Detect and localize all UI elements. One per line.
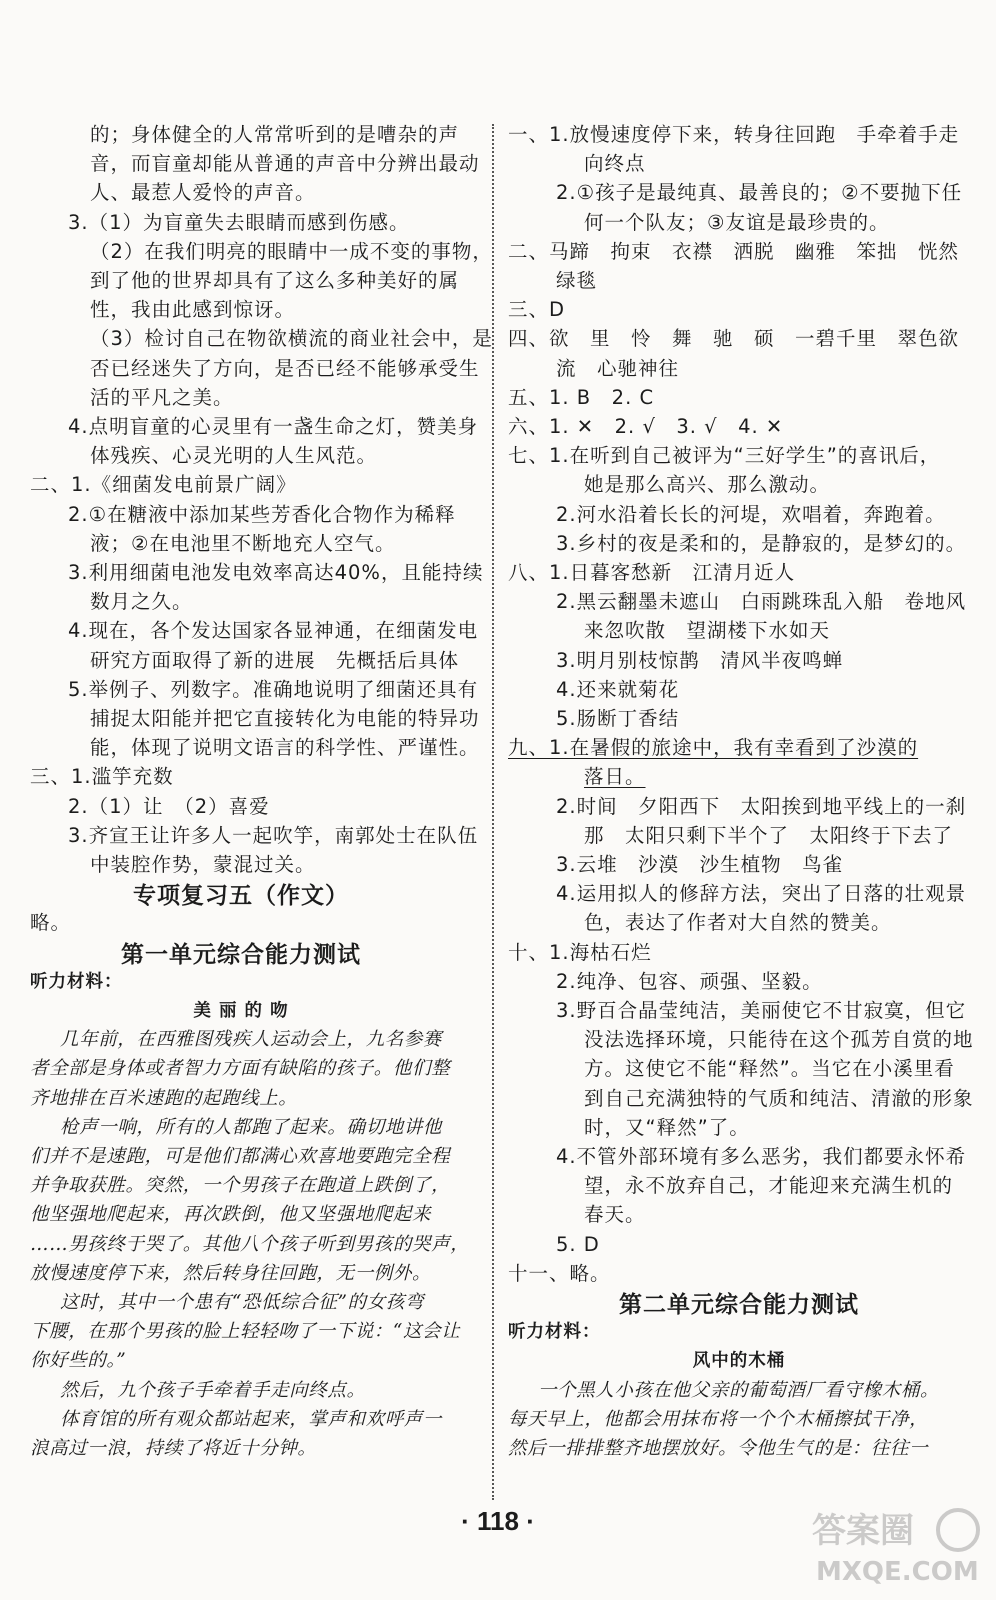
left-line: 研究方面取得了新的进展 先概括后具体: [90, 648, 460, 672]
right-line: 十一、略。: [508, 1261, 611, 1285]
left-line: 能，体现了说明文语言的科学性、严谨性。: [90, 736, 480, 760]
right-line: 2.河水沿着长长的河堤，欢唱着，奔跑着。: [556, 502, 946, 526]
left-line: ……男孩终于哭了。其他八个孩子听到男孩的哭声，: [30, 1233, 470, 1255]
left-line: 者全部是身体或者智力方面有缺陷的孩子。他们整: [30, 1058, 451, 1080]
right-line: 何一个队友；③友谊是最珍贵的。: [584, 210, 890, 234]
left-line: 并争取获胜。突然，一个男孩子在跑道上跌倒了，: [30, 1175, 451, 1197]
left-line: 他坚强地爬起来，再次跌倒，他又坚强地爬起来: [30, 1204, 432, 1226]
left-line: 你好些的。”: [30, 1350, 127, 1372]
left-line: 人、最惹人爱怜的声音。: [90, 181, 316, 205]
column-divider: [492, 124, 494, 1500]
right-line: 十、1.海枯石烂: [508, 940, 652, 964]
right-line: 三、D: [508, 298, 566, 322]
left-line: 美 丽 的 吻: [193, 1001, 289, 1021]
left-line: 枪声一响，所有的人都跑了起来。确切地讲他: [60, 1116, 443, 1138]
left-line: 3.利用细菌电池发电效率高达40%，且能持续: [68, 561, 484, 584]
right-line: 3.乡村的夜是柔和的，是静寂的，是梦幻的。: [556, 531, 967, 555]
left-line: 捕捉太阳能并把它直接转化为电能的特异功: [90, 707, 480, 730]
watermark-circle-icon: [938, 1510, 978, 1550]
right-line: 她是那么高兴、那么激动。: [584, 473, 831, 497]
right-line: 一、1.放慢速度停下来，转身往回跑 手牵着手走: [508, 123, 960, 146]
right-line: 2.黑云翻墨未遮山 白雨跳珠乱入船 卷地风: [556, 590, 967, 614]
left-line: 下腰，在那个男孩的脸上轻轻吻了一下说：“这会让: [30, 1321, 461, 1343]
right-line: 来忽吹散 望湖楼下水如天: [584, 619, 831, 643]
right-line: 向终点: [584, 152, 646, 176]
left-line: （2）在我们明亮的眼睛中一成不变的事物，: [90, 239, 493, 263]
right-line: 风中的木桶: [692, 1351, 786, 1372]
right-line: 2.时间 夕阳西下 太阳挨到地平线上的一刹: [556, 794, 967, 818]
left-line: 4.点明盲童的心灵里有一盏生命之灯，赞美身: [68, 415, 479, 438]
right-line: 4.不管外部环境有多么恶劣，我们都要永怀希: [556, 1145, 967, 1168]
left-line: 体残疾、心灵光明的人生风范。: [90, 444, 378, 468]
right-line: 一个黑人小孩在他父亲的葡萄酒厂看守橡木桶。: [538, 1379, 940, 1401]
watermark-logo: [808, 1490, 988, 1590]
right-line: 六、1. ✕ 2. √ 3. √ 4. ✕: [508, 415, 784, 438]
right-line: 七、1.在听到自己被评为“三好学生”的喜讯后，: [508, 444, 941, 468]
right-line: 5.肠断丁香结: [556, 707, 680, 730]
left-line: 性，我由此感到惊讶。: [90, 298, 296, 322]
right-line: 3.明月别枝惊鹊 清风半夜鸣蝉: [556, 648, 844, 672]
right-line: 五、1. B 2. C: [508, 385, 655, 409]
left-line: 二、1.《细菌发电前景广阔》: [30, 473, 297, 497]
right-line: 二、马蹄 拘束 衣襟 洒脱 幽雅 笨拙 恍然: [508, 239, 960, 263]
right-line: 4.还来就菊花: [556, 677, 680, 701]
right-line: 3.野百合晶莹纯洁，美丽使它不甘寂寞，但它: [556, 999, 967, 1022]
right-line: 第二单元综合能力测试: [619, 1292, 859, 1318]
left-line: 数月之久。: [90, 590, 193, 614]
left-line: 放慢速度停下来，然后转身往回跑，无一例外。: [30, 1262, 432, 1284]
right-line: 听力材料：: [508, 1322, 601, 1343]
left-line: 几年前，在西雅图残疾人运动会上，九名参赛: [60, 1029, 443, 1051]
right-line: 然后一排排整齐地摆放好。令他生气的是：往往一: [508, 1438, 929, 1459]
left-line: （3）检讨自己在物欲横流的商业社会中，是: [90, 327, 493, 351]
watermark-text-top: 答案圈: [812, 1511, 914, 1551]
page-number: · 118 ·: [461, 1506, 535, 1536]
left-line: 专项复习五（作文）: [133, 883, 349, 910]
watermark-text-bottom: MXQE.COM: [816, 1557, 979, 1587]
left-line: 齐地排在百米速跑的起跑线上。: [30, 1087, 298, 1109]
left-line: 3.齐宣王让许多人一起吹竽，南郭处士在队伍: [68, 823, 479, 847]
right-line: 八、1.日暮客愁新 江清月近人: [508, 561, 796, 584]
right-line: 九、1.在暑假的旅途中，我有幸看到了沙漠的: [508, 736, 919, 760]
left-line: 3.（1）为盲童失去眼睛而感到伤感。: [68, 210, 410, 234]
left-line: 液；②在电池里不断地充人空气。: [90, 531, 396, 555]
right-line: 2.①孩子是最纯真、最善良的；②不要抛下任: [556, 181, 963, 205]
left-line: 4.现在，各个发达国家各显神通，在细菌发电: [68, 619, 479, 643]
right-line: 3.云堆 沙漠 沙生植物 鸟雀: [556, 853, 844, 876]
left-line: 的；身体健全的人常常听到的是嘈杂的声: [90, 123, 460, 146]
left-line: 体育馆的所有观众都站起来，掌声和欢呼声一: [60, 1408, 443, 1430]
right-line: 到自己充满独特的气质和纯洁、清澈的形象: [584, 1086, 974, 1110]
right-line: 四、欲 里 怜 舞 驰 硕 一碧千里 翠色欲: [508, 327, 960, 351]
left-line: 们并不是速跑，可是他们都满心欢喜地要跑完全程: [30, 1146, 451, 1167]
left-line: 听力材料：: [30, 971, 123, 992]
right-line: 2.纯净、包容、顽强、坚毅。: [556, 969, 823, 993]
left-line: 活的平凡之美。: [90, 385, 234, 409]
left-line: 到了他的世界却具有了这么多种美好的属: [90, 269, 460, 292]
right-line: 没法选择环境，只能待在这个孤芳自赏的地: [584, 1028, 974, 1052]
right-line: 5. D: [556, 1232, 600, 1256]
right-line: 落日。: [584, 765, 646, 789]
right-line: 时，又“释然”了。: [584, 1115, 750, 1139]
right-line: 那 太阳只剩下半个了 太阳终于下去了: [584, 823, 954, 847]
left-line: 浪高过一浪，持续了将近十分钟。: [30, 1438, 317, 1459]
left-line: 2.（1）让 （2）喜爱: [68, 794, 270, 818]
left-line: 第一单元综合能力测试: [121, 941, 361, 968]
left-line: 2.①在糖液中添加某些芳香化合物作为稀释: [68, 502, 456, 526]
left-line: 然后，九个孩子手牵着手走向终点。: [60, 1379, 366, 1401]
right-line: 春天。: [584, 1203, 646, 1227]
right-line: 每天早上，他都会用抹布将一个个木桶擦拭干净，: [508, 1408, 929, 1430]
left-line: 否已经迷失了方向，是否已经不能够承受生: [90, 356, 480, 380]
left-line: 略。: [30, 911, 72, 935]
right-line: 望，永不放弃自己，才能迎来充满生机的: [584, 1174, 954, 1198]
left-line: 这时，其中一个患有“恐低综合征”的女孩弯: [60, 1292, 424, 1313]
right-line: 方。这使它不能“释然”。当它在小溪里看: [584, 1057, 955, 1081]
right-line: 色，表达了作者对大自然的赞美。: [584, 911, 892, 935]
left-line: 中装腔作势，蒙混过关。: [90, 853, 316, 876]
left-line: 5.举例子、列数字。准确地说明了细菌还具有: [68, 677, 479, 701]
right-line: 绿毯: [556, 269, 598, 292]
left-line: 三、1.滥竽充数: [30, 765, 174, 789]
left-line: 音，而盲童却能从普通的声音中分辨出最动: [90, 152, 480, 176]
right-line: 流 心驰神往: [556, 356, 680, 380]
right-line: 4.运用拟人的修辞方法，突出了日落的壮观景: [556, 882, 967, 906]
